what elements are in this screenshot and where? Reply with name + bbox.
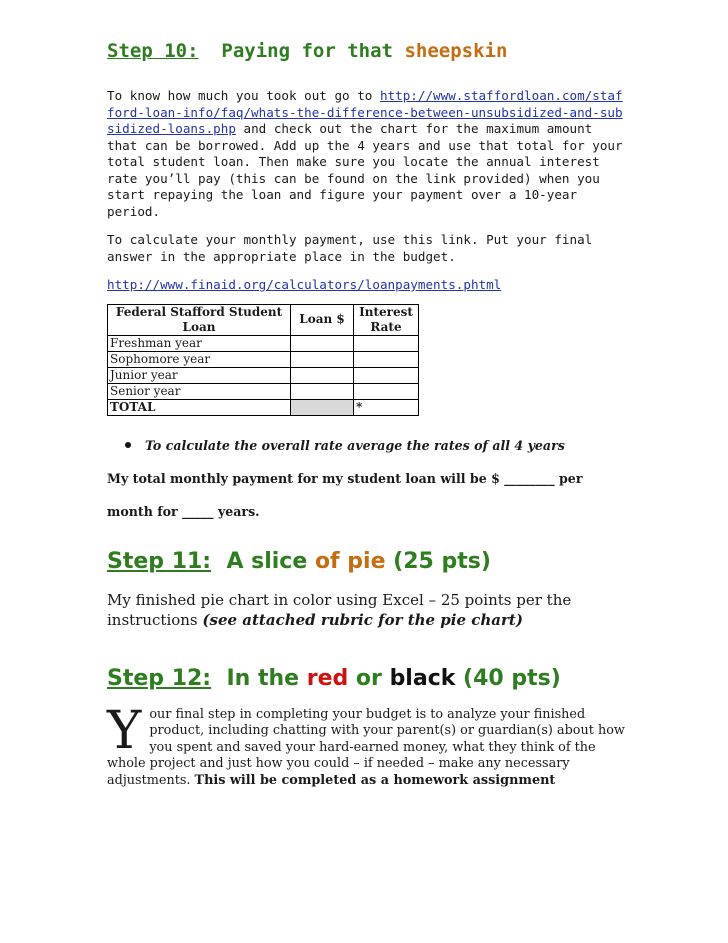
step10-paragraph-3 (107, 277, 627, 294)
step10-paragraph-1 (107, 88, 627, 220)
table-row (108, 383, 419, 399)
step11-heading (107, 549, 627, 574)
step12-body (107, 700, 627, 790)
step10-title: Paying for that (221, 40, 393, 62)
step12-homework-note: This will be completed as a homework assignment (194, 772, 556, 788)
loan-table (107, 304, 419, 416)
step11-body-text: My finished pie chart in color using Excel – 25 points per the instructions (107, 590, 572, 629)
step12-title: In the (226, 665, 300, 691)
step12-heading (107, 666, 627, 691)
bullet-text: To calculate the overall rate average the rates of all 4 years (145, 437, 565, 453)
step12-label: Step 12: (107, 665, 212, 691)
header-loan-amount: Loan $ (291, 304, 354, 335)
row-label: Sophomore year (108, 351, 291, 367)
loan-calculator-link[interactable]: http://www.finaid.org/calculators/loanpayments.phtml (107, 277, 502, 292)
step11-points: (25 pts) (393, 548, 491, 574)
loan-cell[interactable] (291, 367, 354, 383)
total-loan-cell (291, 399, 354, 415)
header-interest-rate: Interest Rate (354, 304, 419, 335)
document-page (107, 40, 627, 789)
step12-points: (40 pts) (463, 665, 561, 691)
bullet-item (125, 438, 627, 453)
table-total-row (108, 399, 419, 415)
step12-body-text: our final step in completing your budget is to analyze your finished product, including chatting with your parent(s) or guardian(s) about how you spent and saved your hard-earned money, what they think of the whole project and just how you could – if needed – make any necessary adjustments. (107, 706, 625, 788)
step10-title-accent: sheepskin (404, 40, 508, 62)
monthly-payment-line-1: My total monthly payment for my student loan will be $ ________ per (107, 470, 583, 486)
row-label: Senior year (108, 383, 291, 399)
step10-heading (107, 40, 627, 62)
rate-cell[interactable] (354, 335, 419, 351)
loan-table-header (108, 304, 419, 335)
step12-title-or: or (355, 665, 382, 691)
step11-title-accent: of pie (314, 548, 386, 574)
step11-body (107, 590, 627, 630)
header-loan-type: Federal Stafford Student Loan (108, 304, 291, 335)
stafford-loan-link[interactable]: http://www.staffordloan.com/stafford-loan-info/faq/whats-the-difference-between-unsubsidized-and-subsidized-loans.php (107, 88, 623, 136)
rate-cell[interactable] (354, 351, 419, 367)
loan-cell[interactable] (291, 335, 354, 351)
table-row (108, 367, 419, 383)
table-row (108, 351, 419, 367)
step10-intro-text: To know how much you took out go to (107, 88, 373, 103)
loan-cell[interactable] (291, 383, 354, 399)
step11-title: A slice (226, 548, 308, 574)
rate-cell[interactable] (354, 383, 419, 399)
step10-label: Step 10: (107, 40, 199, 62)
total-label: TOTAL (108, 399, 291, 415)
step11-label: Step 11: (107, 548, 212, 574)
step12-title-black: black (389, 665, 456, 691)
step11-rubric-note: (see attached rubric for the pie chart) (202, 610, 523, 629)
table-row (108, 335, 419, 351)
bullet-dot-icon (125, 442, 131, 448)
total-rate-cell: * (354, 399, 419, 415)
drop-cap-letter: Y (107, 700, 142, 761)
monthly-payment-line-2: month for _____ years. (107, 503, 260, 519)
loan-cell[interactable] (291, 351, 354, 367)
row-label: Freshman year (108, 335, 291, 351)
step10-paragraph-2: To calculate your monthly payment, use this link. Put your final answer in the appropriate place in the budget. (107, 232, 593, 264)
step10-body-text: and check out the chart for the maximum amount that can be borrowed. Add up the 4 years and use that total for your total student loan. Then make sure you locate the annual interest rate you’ll pay (this can be found on the link provided) when you start repaying the loan and figure your payment over a 10-year period. (107, 121, 623, 219)
step12-title-red: red (306, 665, 349, 691)
row-label: Junior year (108, 367, 291, 383)
rate-cell[interactable] (354, 367, 419, 383)
